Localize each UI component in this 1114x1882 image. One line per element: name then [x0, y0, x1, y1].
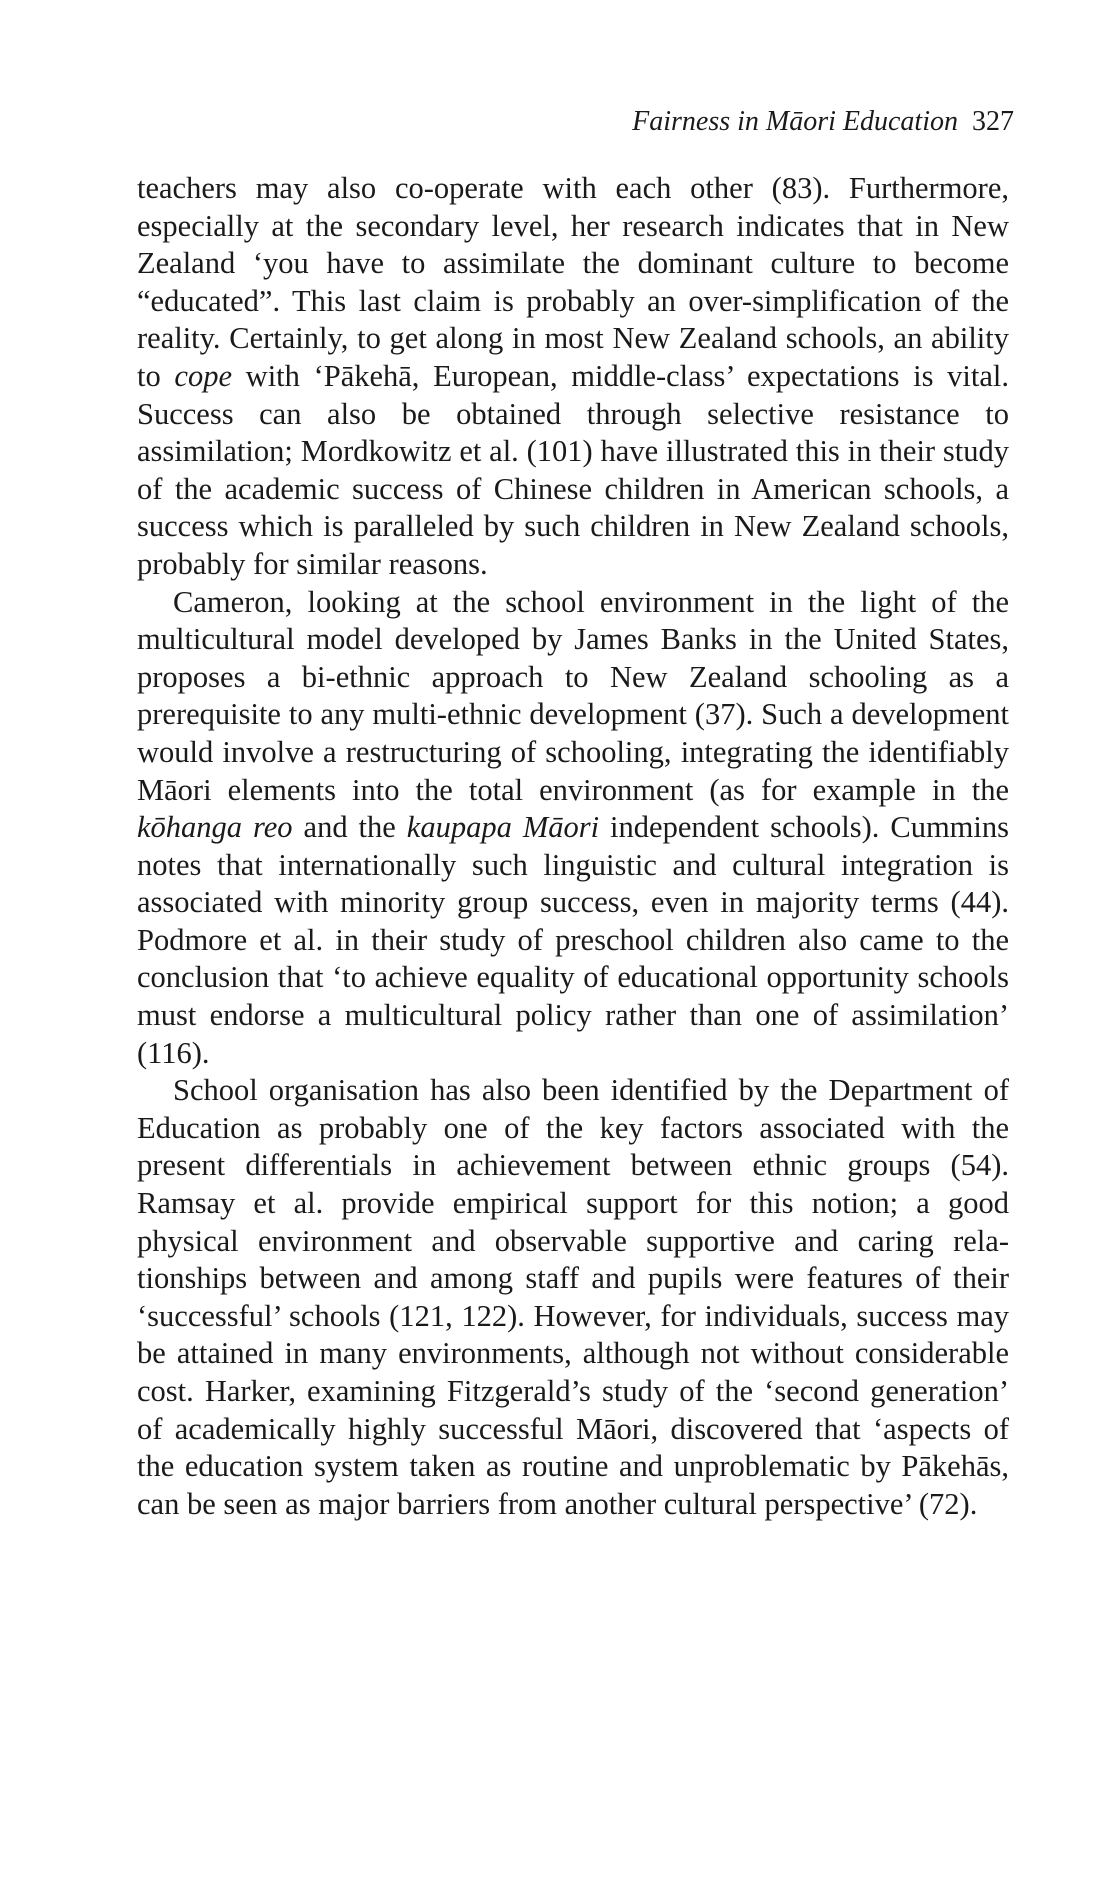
paragraph-1-emphasis-cope: cope [174, 358, 232, 393]
paragraph-2 [137, 584, 1009, 1073]
paragraph-2-emphasis-kaupapa-maori: kaupapa Māori [406, 810, 600, 845]
page-number: 327 [972, 106, 1014, 137]
paragraph-3-text: School organisation has also been identified by the Department of Education as probably one of the key factors associated with the present differentials in achievement between ethnic groups (54). Ramsay et al. provide empirical support for this notion; a good physical environment and observable supportive and caring relationships between and among staff and pupils were features of their ‘successful’ schools (121, 122). However, for individuals, success may be attained in many environments, although not without considerable cost. Harker, examining Fitzgerald’s study of the ‘second generation’ of academically highly successful Māori, discovered that ‘aspects of the education system taken as routine and unproblematic by Pākehās, can be seen as major barriers from another cultural perspective’ (72). [137, 1073, 1009, 1521]
running-head [632, 104, 1014, 140]
paragraph-2-text-a: Cameron, looking at the school environment in the light of the multicultural model developed by James Banks in the United States, proposes a bi-ethnic approach to New Zealand schooling as a prerequisite to any multi-ethnic development (37). Such a development would involve a restructuring of schooling, integrating the identifiably Māori elements into the total environment (as for example in the [137, 584, 1009, 807]
paragraph-1-text-a: teachers may also co-operate with each other (83). Furthermore, especially at the secondary level, her research indicates that in New Zealand ‘you have to assimilate the dominant culture to become “educated”. This last claim is probably an over-simplification of the reality. Certainly, to get along in most New Zealand schools, an ability to [137, 171, 1009, 393]
paragraph-2-text-b: and the [292, 810, 407, 845]
paragraph-2-emphasis-kohanga-reo: kōhanga reo [137, 810, 293, 845]
paragraph-1 [137, 170, 1009, 584]
body-text [137, 170, 1009, 1523]
paragraph-3 [137, 1072, 1009, 1523]
running-title: Fairness in Māori Education [632, 106, 958, 137]
paragraph-2-text-c: independent schools). Cummins notes that internationally such linguistic and cultural integration is associated with minority group success, even in majority terms (44). Podmore et al. in their study of preschool children also came to the conclusion that ‘to achieve equality of educational opportunity schools must endorse a multicultural policy rather than one of assimilation’ (116). [137, 810, 1009, 1070]
paragraph-1-text-b: with ‘Pākehā, European, middle-class’ expectations is vital. Success can also be obtained through selective resistance to assimilation; Mordkowitz et al. (101) have illustrated this in their study of the academic success of Chinese children in American schools, a success which is paralleled by such children in New Zealand schools, probably for similar reasons. [137, 358, 1009, 581]
